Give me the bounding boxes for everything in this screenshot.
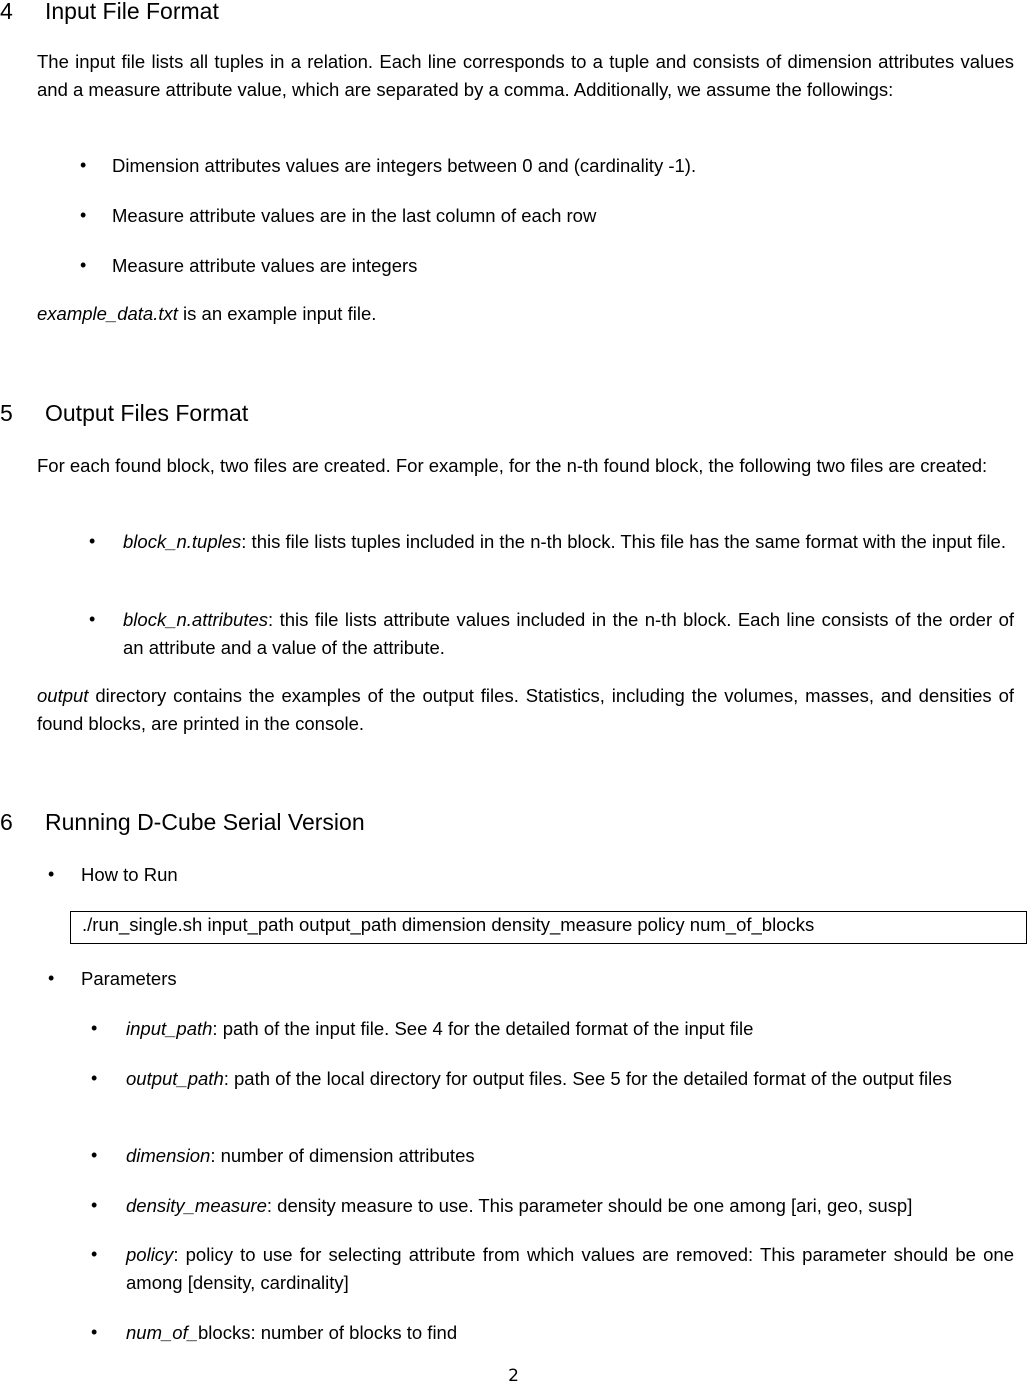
command-text: ./run_single.sh input_path output_path dimension density_measure policy num_of_blocks: [82, 914, 815, 935]
output-directory-name: output: [37, 685, 89, 706]
bullet-icon: •: [48, 968, 55, 988]
section-4-title: Input File Format: [45, 0, 219, 24]
parameter-policy: policy: policy to use for selecting attribute from which values are removed: This parameter should be one among [density, cardinality]: [126, 1244, 1014, 1293]
section-4-bullet-2: Measure attribute values are in the last column of each row: [112, 205, 597, 226]
section-4-heading: [0, 0, 219, 24]
bullet-icon: •: [80, 155, 87, 175]
bullet-icon: •: [91, 1244, 98, 1264]
bullet-icon: •: [91, 1068, 98, 1088]
bullet-icon: •: [91, 1322, 98, 1342]
bullet-icon: •: [48, 864, 55, 884]
example-data-filename: example_data.txt: [37, 303, 178, 324]
command-box: [70, 911, 1027, 944]
section-5-title: Output Files Format: [45, 400, 249, 426]
bullet-icon: •: [91, 1018, 98, 1038]
section-4-number: 4: [0, 0, 13, 24]
section-5-bullet-2: block_n.attributes: this file lists attribute values included in the n-th block. Each line consists of the order of an attribute and a value of the attribute.: [123, 609, 1014, 658]
bullet-icon: •: [80, 205, 87, 225]
page-number: 2: [508, 1366, 519, 1386]
section-4-note: example_data.txt is an example input file.: [37, 303, 377, 324]
parameter-input-path: input_path: path of the input file. See 4 for the detailed format of the input file: [126, 1018, 754, 1039]
parameter-density-measure: density_measure: density measure to use. This parameter should be one among [ari, geo, susp]: [126, 1195, 913, 1216]
section-5-intro: For each found block, two files are created. For example, for the n-th found block, the following two files are created:: [37, 455, 988, 476]
section-6-number: 6: [0, 809, 13, 835]
bullet-icon: •: [89, 531, 96, 551]
parameter-num-of-blocks: num_of_blocks: number of blocks to find: [126, 1322, 458, 1343]
how-to-run-label: How to Run: [81, 864, 178, 885]
section-4-bullet-3: Measure attribute values are integers: [112, 255, 418, 276]
section-6-heading: [0, 809, 365, 835]
section-5-note: output directory contains the examples of the output files. Statistics, including the volumes, masses, and densities of found blocks, are printed in the console.: [37, 685, 1014, 734]
section-4-intro: The input file lists all tuples in a relation. Each line corresponds to a tuple and consists of dimension attributes values and a measure attribute value, which are separated by a comma. Additionally, we assume the followings:: [37, 51, 1014, 100]
bullet-icon: •: [91, 1145, 98, 1165]
bullet-icon: •: [80, 255, 87, 275]
bullet-icon: •: [89, 609, 96, 629]
parameters-label: Parameters: [81, 968, 177, 989]
bullet-icon: •: [91, 1195, 98, 1215]
parameter-dimension: dimension: number of dimension attributes: [126, 1145, 475, 1166]
section-6-title: Running D-Cube Serial Version: [45, 809, 365, 835]
section-4-bullet-1: Dimension attributes values are integers between 0 and (cardinality -1).: [112, 155, 697, 176]
parameter-output-path: output_path: path of the local directory for output files. See 5 for the detailed format of the output files: [126, 1068, 952, 1089]
section-5-bullet-1: block_n.tuples: this file lists tuples included in the n-th block. This file has the same format with the input file.: [123, 531, 1006, 552]
section-5-heading: [0, 400, 248, 426]
section-5-number: 5: [0, 400, 13, 426]
